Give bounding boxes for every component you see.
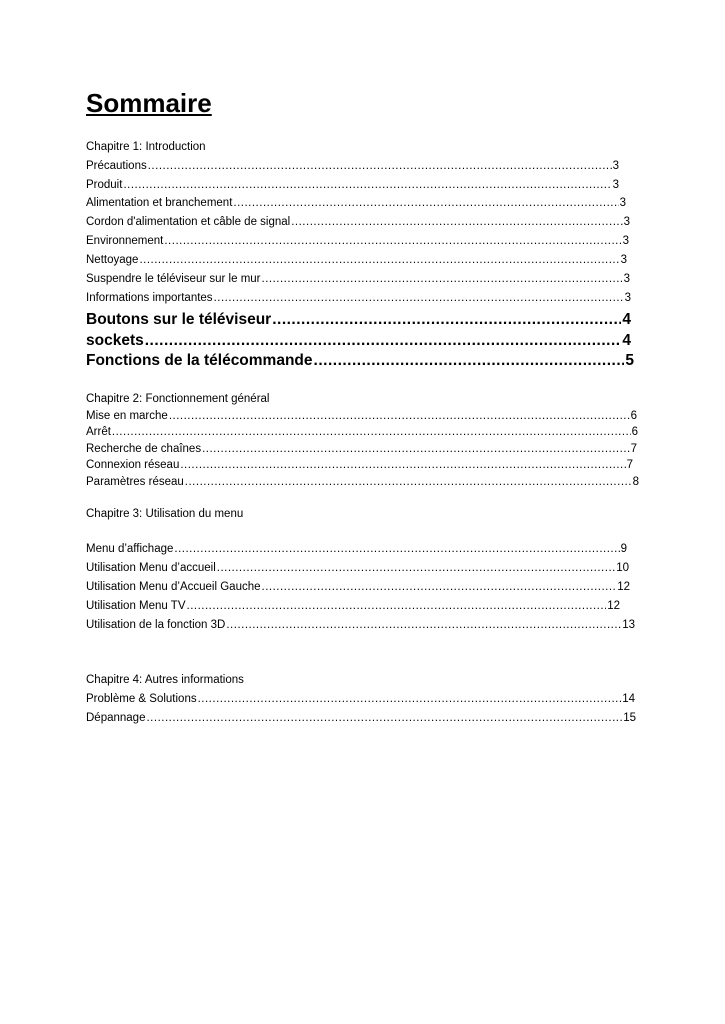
- toc-entry[interactable]: [86, 457, 633, 473]
- toc-entry[interactable]: [86, 290, 631, 306]
- toc-leader-dots: [198, 691, 622, 707]
- toc-entry-label: Alimentation et branchement: [86, 197, 233, 209]
- toc-leader-dots: [112, 424, 631, 440]
- toc-entry-page: 12: [617, 581, 630, 593]
- toc-leader-dots: [148, 158, 612, 174]
- toc-leader-dots: [291, 214, 622, 230]
- toc-entry-label: Informations importantes: [86, 292, 213, 304]
- toc-entry-page: 5: [625, 352, 634, 369]
- toc-entry-page: 6: [631, 426, 638, 438]
- page-title: Sommaire: [86, 88, 212, 118]
- toc-leader-dots: [174, 541, 619, 557]
- toc-entry-label: Menu d’affichage: [86, 543, 174, 555]
- toc-entry-page: 3: [622, 235, 629, 247]
- toc-entry-label: Nettoyage: [86, 254, 139, 266]
- toc-entry-page: 4: [622, 332, 631, 349]
- toc-leader-dots: [139, 252, 619, 268]
- toc-entry-label: Utilisation de la fonction 3D: [86, 619, 226, 631]
- toc-entry[interactable]: [86, 560, 629, 576]
- toc-entry[interactable]: [86, 271, 630, 287]
- toc-entry-page: 3: [612, 179, 619, 191]
- toc-entry-label: Paramètres réseau: [86, 476, 184, 488]
- toc-entry[interactable]: [86, 408, 637, 424]
- toc-entry-label: sockets: [86, 332, 144, 349]
- toc-entry[interactable]: [86, 214, 630, 230]
- toc-entry-page: 7: [630, 443, 637, 455]
- toc-entry-label: Dépannage: [86, 712, 146, 724]
- toc-entry[interactable]: [86, 617, 635, 633]
- toc-entry-page: 6: [630, 410, 637, 422]
- toc-entry[interactable]: [86, 474, 639, 490]
- toc-entry[interactable]: [86, 598, 620, 614]
- toc-leader-dots: [185, 474, 632, 490]
- toc-entry[interactable]: [86, 177, 619, 193]
- toc-leader-dots: [146, 710, 622, 726]
- toc-entry-label: Utilisation Menu d’Accueil Gauche: [86, 581, 261, 593]
- toc-leader-dots: [217, 560, 615, 576]
- toc-entry-label: Problème & Solutions: [86, 693, 197, 705]
- toc-entry[interactable]: [86, 252, 627, 268]
- toc-leader-dots: [180, 457, 625, 473]
- toc-entry-page: 3: [620, 254, 627, 266]
- toc-entry-page: 3: [623, 273, 630, 285]
- toc-leader-dots: [187, 598, 607, 614]
- toc-entry[interactable]: [86, 441, 637, 457]
- toc-entry-label: Suspendre le téléviseur sur le mur: [86, 273, 261, 285]
- chapter-2-heading: Chapitre 2: Fonctionnement général: [86, 393, 270, 405]
- toc-entry-label: Utilisation Menu d’accueil: [86, 562, 216, 574]
- toc-leader-dots: [262, 579, 617, 595]
- toc-entry[interactable]: [86, 195, 626, 211]
- toc-entry-page: 8: [632, 476, 639, 488]
- toc-entry-page: 14: [622, 693, 635, 705]
- toc-entry[interactable]: [86, 691, 635, 707]
- toc-bold-entry[interactable]: [86, 351, 634, 371]
- toc-entry-page: 3: [624, 292, 631, 304]
- chapter-1-heading: Chapitre 1: Introduction: [86, 141, 206, 153]
- toc-entry-label: Connexion réseau: [86, 459, 180, 471]
- toc-entry-page: 3: [623, 216, 630, 228]
- toc-entry-page: 4: [622, 311, 631, 328]
- toc-entry-label: Utilisation Menu TV: [86, 600, 186, 612]
- toc-entry[interactable]: [86, 233, 629, 249]
- toc-entry-page: 3: [619, 197, 626, 209]
- toc-entry[interactable]: [86, 541, 627, 557]
- toc-entry-label: Environnement: [86, 235, 164, 247]
- toc-entry[interactable]: [86, 579, 630, 595]
- toc-leader-dots: [272, 310, 621, 330]
- toc-leader-dots: [202, 441, 630, 457]
- toc-entry-label: Produit: [86, 179, 123, 191]
- toc-bold-entry[interactable]: [86, 331, 631, 351]
- toc-leader-dots: [123, 177, 611, 193]
- toc-leader-dots: [169, 408, 630, 424]
- toc-entry-label: Fonctions de la télécommande: [86, 352, 313, 369]
- toc-leader-dots: [145, 331, 622, 351]
- toc-entry-page: 12: [607, 600, 620, 612]
- toc-entry-label: Boutons sur le téléviseur: [86, 311, 272, 328]
- toc-entry-page: 3: [612, 160, 619, 172]
- toc-entry[interactable]: [86, 158, 619, 174]
- toc-leader-dots: [226, 617, 621, 633]
- toc-entry-label: Recherche de chaînes: [86, 443, 202, 455]
- toc-leader-dots: [214, 290, 624, 306]
- toc-entry-page: 9: [620, 543, 627, 555]
- toc-leader-dots: [233, 195, 618, 211]
- toc-entry-page: 7: [626, 459, 633, 471]
- chapter-4-heading: Chapitre 4: Autres informations: [86, 674, 244, 686]
- toc-leader-dots: [314, 351, 625, 371]
- toc-entry[interactable]: [86, 710, 636, 726]
- toc-leader-dots: [164, 233, 621, 249]
- toc-entry-page: 13: [622, 619, 635, 631]
- toc-entry-page: 10: [616, 562, 629, 574]
- toc-leader-dots: [262, 271, 623, 287]
- toc-entry-label: Mise en marche: [86, 410, 168, 422]
- toc-entry-label: Cordon d'alimentation et câble de signal: [86, 216, 291, 228]
- toc-bold-entry[interactable]: [86, 310, 631, 330]
- chapter-3-heading: Chapitre 3: Utilisation du menu: [86, 508, 244, 520]
- toc-entry-label: Arrêt: [86, 426, 111, 438]
- toc-entry-label: Précautions: [86, 160, 147, 172]
- toc-entry[interactable]: [86, 424, 638, 440]
- toc-entry-page: 15: [623, 712, 636, 724]
